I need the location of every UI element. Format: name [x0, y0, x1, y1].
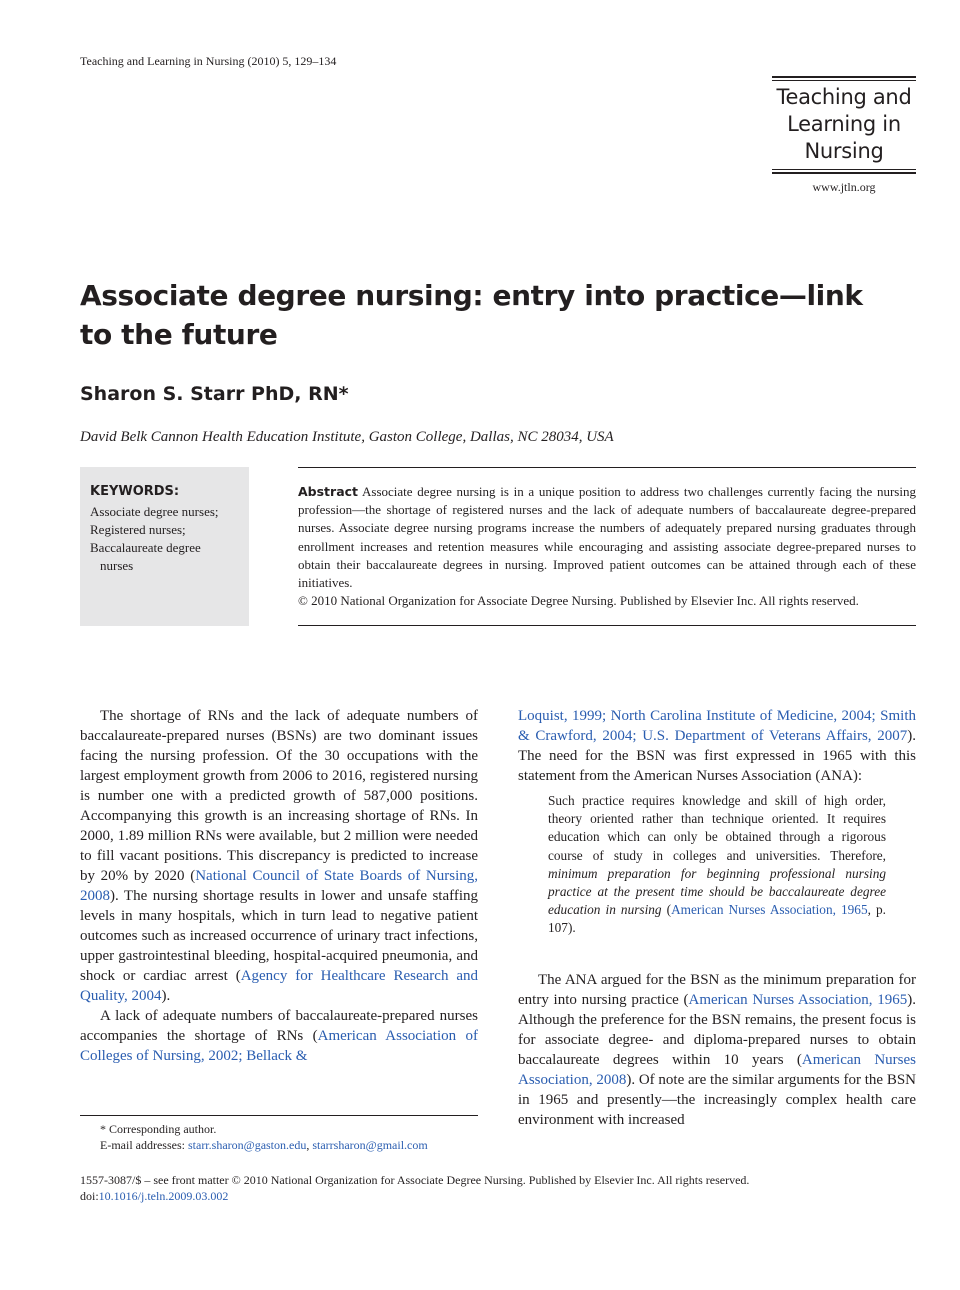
citation-link[interactable]: Loquist, 1999; North Carolina Institute of Medicine, 2004; Smith & Crawford, 2004; U.S. Department of Veterans Affairs, 2007	[518, 708, 916, 744]
issn-line: 1557-3087/$ – see front matter © 2010 National Organization for Associate Degree Nursing. Published by Elsevier Inc. All rights reserved.	[80, 1173, 750, 1187]
paragraph-text: The ANA argued for the BSN as the minimum preparation for entry into nursing practice (	[518, 971, 916, 1008]
citation-link[interactable]: American Nurses Association, 1965	[671, 902, 868, 918]
journal-reference: Teaching and Learning in Nursing (2010) 5, 129–134	[80, 54, 337, 68]
corresponding-author-note: * Corresponding author.	[100, 1122, 217, 1136]
keywords-box	[80, 467, 249, 626]
paragraph	[518, 706, 916, 786]
paragraph	[80, 1006, 478, 1066]
quote-text: Such practice requires knowledge and skill of high order, theory oriented rather than technique oriented. It requires education which can only be obtained through a rigorous course of study in colleges and universities. Therefore,	[548, 793, 886, 863]
journal-website-link[interactable]: www.jtln.org	[812, 180, 876, 194]
paragraph-text: ).	[161, 988, 171, 1004]
citation-link[interactable]: American Nurses Association, 2008	[518, 1051, 916, 1088]
paragraph-text: A lack of adequate numbers of baccalaureate-prepared nurses accompanies the shortage of RNs (	[80, 1008, 478, 1044]
abstract-copyright: © 2010 National Organization for Associate Degree Nursing. Published by Elsevier Inc. All rights reserved.	[298, 593, 859, 609]
paragraph	[518, 970, 916, 1130]
email-link[interactable]: starrsharon@gmail.com	[312, 1138, 428, 1152]
paragraph-text: The shortage of RNs and the lack of adequate numbers of baccalaureate-prepared nurses (BSNs) are two dominant issues facing the nursing profession. Of the 30 occupations with the largest employment growth from 2006 to 2016, registered nursing is number one with a predicted growth of 587,000 positions. Accompanying this growth is an increasing shortage of RNs. In 2000, 1.89 million RNs were available, but 2 million were needed to fill vacant positions. This discrepancy is predicted to increase by 20% by 2020 (	[80, 708, 478, 884]
citation-link[interactable]: American Nurses Association, 1965	[688, 991, 908, 1008]
abstract-text: Associate degree nursing is in a unique position to address two challenges currently facing the nursing profession—the shortage of registered nurses and the lack of adequate numbers of baccalaureate degree-prepared nurses. Associate degree nursing programs increase the numbers of adequately prepared nursing graduates through enrollment increases and retention measures while encouraging and assisting associate degree-prepared nurses to obtain their baccalaureate degrees in nursing. Improved patient outcomes can be attained through each of these initiatives.	[298, 484, 916, 591]
keywords-heading: KEYWORDS:	[90, 484, 180, 499]
email-separator: ,	[306, 1138, 313, 1152]
email-addresses	[80, 1137, 478, 1153]
citation-link[interactable]: National Council of State Boards of Nursing, 2008	[80, 868, 478, 904]
footnote	[80, 1115, 478, 1153]
article-author: Sharon S. Starr PhD, RN*	[80, 383, 349, 405]
email-link[interactable]: starr.sharon@gaston.edu	[187, 1138, 307, 1152]
paragraph-text: ). Although the preference for the BSN remains, the present focus is for associate degree- and diploma-prepared nurses to obtain baccalaureate degrees within 10 years (	[518, 991, 916, 1068]
paragraph-text: ). The need for the BSN was first expressed in 1965 with this statement from the American Nurses Association (ANA):	[518, 728, 916, 784]
journal-logo	[772, 76, 916, 174]
block-quote	[548, 792, 886, 938]
citation-link[interactable]: Agency for Healthcare Research and Quality, 2004	[80, 968, 478, 1004]
paragraph-text: ). Of note are the similar arguments for the BSN in 1965 and presently—the increasingly complex health care environment with increased	[518, 1071, 916, 1128]
abstract-body	[298, 483, 916, 592]
keyword-item: nurses	[100, 558, 134, 573]
logo-bottom-rule	[772, 169, 916, 174]
email-label: E-mail addresses:	[100, 1138, 188, 1152]
logo-text	[772, 81, 916, 169]
logo-line-3: Nursing	[804, 139, 884, 163]
quote-text: , p. 107).	[548, 902, 886, 936]
doi-label: doi:	[80, 1189, 99, 1203]
paragraph	[80, 706, 478, 1006]
article-title: Associate degree nursing: entry into practice—link to the future	[80, 279, 863, 351]
keyword-item: Registered nurses;	[90, 522, 186, 537]
quote-emphasis: minimum preparation for beginning professional nursing practice at the present time should be baccalaureate degree education in nursing	[548, 865, 886, 918]
author-affiliation: David Belk Cannon Health Education Institute, Gaston College, Dallas, NC 28034, USA	[80, 429, 614, 445]
doi-link[interactable]: 10.1016/j.teln.2009.03.002	[98, 1189, 229, 1203]
body-column-left	[80, 706, 478, 1066]
body-column-right	[518, 706, 916, 1130]
page-footer	[80, 1172, 920, 1204]
quote-text: (	[661, 902, 672, 918]
keyword-item: Baccalaureate degree	[90, 540, 201, 555]
citation-link[interactable]: American Association of Colleges of Nursing, 2002; Bellack &	[80, 1028, 478, 1064]
paragraph-text: ). The nursing shortage results in lower and unsafe staffing levels in many hospitals, which in turn lead to negative patient outcomes such as increased occurrence of urinary tract infections, upper gastrointestinal bleeding, hospital-acquired pneumonia, and shock or cardiac arrest (	[80, 888, 478, 984]
abstract-label: Abstract	[298, 484, 359, 499]
logo-line-1: Teaching and	[776, 85, 912, 109]
logo-line-2: Learning in	[787, 112, 901, 136]
abstract-section	[298, 467, 916, 626]
keyword-item: Associate degree nurses;	[90, 504, 219, 519]
doi-line	[80, 1188, 920, 1204]
